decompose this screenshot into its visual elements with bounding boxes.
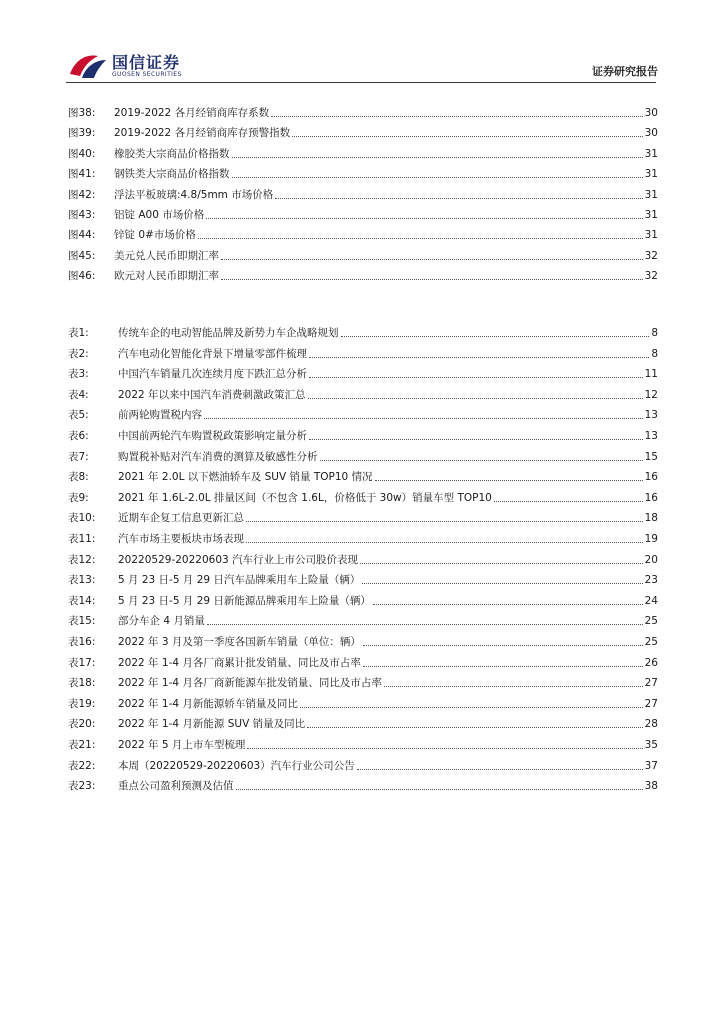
- entry-label: 图39:: [68, 127, 96, 140]
- dot-leader: [341, 335, 650, 337]
- figure-entry[interactable]: [68, 263, 658, 283]
- entry-title: 5 月 23 日-5 月 29 日汽车品牌乘用车上险量（辆）: [118, 574, 361, 587]
- entry-title: 橡胶类大宗商品价格指数: [114, 147, 230, 160]
- entry-page-number: 19: [644, 533, 658, 545]
- entry-label: 表16:: [68, 636, 96, 648]
- entry-title: 铝锭 A00 市场价格: [114, 209, 205, 221]
- entry-title: 传统车企的电动智能品牌及新势力车企战略规划: [118, 327, 339, 339]
- entry-page-number: 38: [644, 780, 658, 793]
- entry-label: 表10:: [68, 512, 96, 525]
- dot-leader: [221, 278, 643, 280]
- entry-title: 汽车电动化智能化背景下增量零部件梳理: [118, 347, 307, 360]
- entry-label: 表7:: [68, 450, 89, 463]
- dot-leader: [362, 582, 642, 584]
- guosen-logo-icon: [68, 52, 108, 80]
- entry-page-number: 32: [644, 270, 658, 283]
- dot-leader: [221, 258, 643, 260]
- figure-entry[interactable]: [68, 161, 658, 181]
- dot-leader: [307, 726, 643, 728]
- entry-page-number: 37: [644, 759, 658, 772]
- table-entry[interactable]: [68, 341, 658, 361]
- entry-label: 表20:: [68, 718, 96, 731]
- figure-entry[interactable]: [68, 100, 658, 120]
- entry-page-number: 12: [644, 388, 658, 401]
- entry-page-number: 11: [644, 368, 658, 381]
- table-entry[interactable]: [68, 753, 658, 773]
- entry-page-number: 28: [644, 718, 658, 731]
- dot-leader: [360, 562, 643, 564]
- entry-title: 中国前两轮汽车购置税政策影响定量分析: [118, 430, 307, 442]
- table-entry[interactable]: [68, 320, 658, 340]
- entry-title: 汽车市场主要板块市场表现: [118, 533, 244, 545]
- entry-label: 表22:: [68, 759, 96, 772]
- table-entry[interactable]: [68, 505, 658, 525]
- entry-title: 2022 年 1-4 月各厂商累计批发销量、同比及市占率: [118, 656, 361, 669]
- entry-label: 表1:: [68, 327, 89, 339]
- entry-page-number: 31: [644, 209, 658, 221]
- table-entry[interactable]: [68, 464, 658, 484]
- dot-leader: [357, 768, 643, 770]
- entry-label: 表5:: [68, 409, 89, 422]
- dot-leader: [363, 665, 643, 667]
- dot-leader: [207, 623, 643, 625]
- table-entry[interactable]: [68, 732, 658, 752]
- entry-label: 表4:: [68, 388, 89, 401]
- figure-entry[interactable]: [68, 141, 658, 161]
- entry-title: 2022 年 5 月上市车型梳理: [118, 739, 246, 751]
- table-entry[interactable]: [68, 382, 658, 402]
- table-entry[interactable]: [68, 588, 658, 608]
- entry-label: 表15:: [68, 615, 96, 628]
- entry-page-number: 13: [644, 430, 658, 442]
- entry-page-number: 31: [644, 229, 658, 242]
- entry-label: 图40:: [68, 147, 96, 160]
- entry-title: 2019-2022 各月经销商库存预警指数: [114, 127, 291, 140]
- entry-title: 欧元对人民币即期汇率: [114, 270, 219, 283]
- entry-title: 2021 年 1.6L-2.0L 排量区间（不包含 1.6L，价格低于 30w）销量车型 TOP10: [118, 491, 492, 504]
- entry-title: 5 月 23 日-5 月 29 日新能源品牌乘用车上险量（辆）: [118, 594, 371, 607]
- table-entry[interactable]: [68, 444, 658, 464]
- entry-title: 重点公司盈利预测及估值: [118, 780, 234, 793]
- entry-title: 钢铁类大宗商品价格指数: [114, 168, 230, 181]
- table-entry[interactable]: [68, 691, 658, 711]
- entry-title: 前两轮购置税内容: [118, 409, 202, 422]
- entry-label: 图38:: [68, 107, 96, 119]
- entry-title: 购置税补贴对汽车消费的测算及敏感性分析: [118, 450, 318, 463]
- dot-leader: [309, 356, 649, 358]
- entry-label: 表21:: [68, 739, 96, 751]
- figure-entry[interactable]: [68, 202, 658, 222]
- dot-leader: [308, 397, 643, 399]
- entry-title: 2022 年以来中国汽车消费刺激政策汇总: [118, 388, 306, 401]
- entry-page-number: 27: [644, 677, 658, 690]
- entry-page-number: 26: [644, 656, 658, 669]
- entry-label: 表6:: [68, 430, 89, 442]
- entry-page-number: 18: [644, 512, 658, 525]
- dot-leader: [292, 135, 643, 137]
- dot-leader: [236, 788, 643, 790]
- entry-label: 表11:: [68, 533, 96, 545]
- entry-page-number: 27: [644, 697, 658, 710]
- table-entry[interactable]: [68, 423, 658, 443]
- entry-title: 2022 年 1-4 月各厂商新能源车批发销量、同比及市占率: [118, 677, 382, 690]
- table-entry[interactable]: [68, 650, 658, 670]
- dot-leader: [375, 479, 643, 481]
- entry-title: 锌锭 0#市场价格: [114, 229, 196, 242]
- table-entry[interactable]: [68, 547, 658, 567]
- table-entry[interactable]: [68, 608, 658, 628]
- entry-title: 20220529-20220603 汽车行业上市公司股价表现: [118, 553, 359, 566]
- table-entry[interactable]: [68, 361, 658, 381]
- guosen-logo: [68, 50, 208, 84]
- table-entry[interactable]: [68, 711, 658, 731]
- entry-page-number: 8: [651, 347, 658, 360]
- dot-leader: [320, 459, 643, 461]
- entry-label: 图42:: [68, 188, 96, 201]
- entry-page-number: 15: [644, 450, 658, 463]
- table-entry[interactable]: [68, 485, 658, 505]
- dot-leader: [309, 438, 643, 440]
- entry-title: 部分车企 4 月销量: [118, 615, 205, 628]
- entry-page-number: 31: [644, 188, 658, 201]
- entry-page-number: 16: [644, 471, 658, 484]
- entry-label: 表23:: [68, 780, 96, 793]
- entry-label: 图41:: [68, 168, 96, 181]
- table-entry[interactable]: [68, 773, 658, 793]
- entry-page-number: 25: [644, 615, 658, 628]
- dot-leader: [363, 644, 643, 646]
- table-entry[interactable]: [68, 629, 658, 649]
- entry-label: 图43:: [68, 209, 96, 221]
- entry-page-number: 30: [644, 107, 658, 119]
- dot-leader: [246, 520, 643, 522]
- logo-chinese-name: 国信证券: [112, 53, 181, 72]
- entry-title: 2019-2022 各月经销商库存系数: [114, 107, 270, 119]
- entry-label: 表3:: [68, 368, 89, 381]
- logo-english-name: GUOSEN SECURITIES: [112, 71, 182, 78]
- dot-leader: [309, 376, 643, 378]
- figure-entry[interactable]: [68, 243, 658, 263]
- entry-page-number: 31: [644, 168, 658, 181]
- entry-page-number: 35: [644, 739, 658, 751]
- report-type-label: 证券研究报告: [592, 65, 658, 78]
- entry-page-number: 23: [644, 574, 658, 587]
- dot-leader: [206, 217, 642, 219]
- table-entry[interactable]: [68, 526, 658, 546]
- entry-label: 表9:: [68, 491, 89, 504]
- entry-page-number: 25: [644, 636, 658, 648]
- entry-page-number: 16: [644, 491, 658, 504]
- entry-page-number: 32: [644, 249, 658, 262]
- figure-entry[interactable]: [68, 182, 658, 202]
- dot-leader: [247, 747, 642, 749]
- page-header: [0, 0, 724, 92]
- dot-leader: [232, 176, 643, 178]
- entry-title: 近期车企复工信息更新汇总: [118, 512, 244, 525]
- entry-title: 本周（20220529-20220603）汽车行业公司公告: [118, 759, 355, 772]
- table-entry[interactable]: [68, 567, 658, 587]
- entry-page-number: 24: [644, 594, 658, 607]
- entry-label: 表8:: [68, 471, 89, 484]
- entry-page-number: 20: [644, 553, 658, 566]
- entry-label: 表13:: [68, 574, 96, 587]
- entry-title: 中国汽车销量几次连续月度下跌汇总分析: [118, 368, 307, 381]
- entry-title: 2021 年 2.0L 以下燃油轿车及 SUV 销量 TOP10 情况: [118, 471, 373, 484]
- entry-label: 图44:: [68, 229, 96, 242]
- entry-title: 2022 年 3 月及第一季度各国新车销量（单位：辆）: [118, 636, 361, 648]
- figure-entry[interactable]: [68, 120, 658, 140]
- entry-title: 美元兑人民币即期汇率: [114, 249, 219, 262]
- figure-entry[interactable]: [68, 222, 658, 242]
- entry-label: 表18:: [68, 677, 96, 690]
- table-entry[interactable]: [68, 670, 658, 690]
- dot-leader: [300, 706, 643, 708]
- entry-title: 2022 年 1-4 月新能源 SUV 销量及同比: [118, 718, 306, 731]
- entry-title: 浮法平板玻璃:4.8/5mm 市场价格: [114, 188, 274, 201]
- entry-title: 2022 年 1-4 月新能源轿车销量及同比: [118, 697, 298, 710]
- entry-page-number: 8: [651, 327, 658, 339]
- dot-leader: [384, 685, 643, 687]
- dot-leader: [271, 115, 643, 117]
- dot-leader: [204, 417, 643, 419]
- entry-page-number: 31: [644, 147, 658, 160]
- entry-label: 表2:: [68, 347, 89, 360]
- dot-leader: [232, 156, 643, 158]
- table-entry[interactable]: [68, 402, 658, 422]
- entry-label: 表14:: [68, 594, 96, 607]
- header-divider: [66, 82, 656, 83]
- entry-page-number: 30: [644, 127, 658, 140]
- entry-label: 图45:: [68, 249, 96, 262]
- dot-leader: [198, 237, 643, 239]
- entry-label: 图46:: [68, 270, 96, 283]
- entry-page-number: 13: [644, 409, 658, 422]
- dot-leader: [275, 197, 642, 199]
- entry-label: 表19:: [68, 697, 96, 710]
- entry-label: 表17:: [68, 656, 96, 669]
- dot-leader: [373, 603, 643, 605]
- dot-leader: [246, 541, 643, 543]
- entry-label: 表12:: [68, 553, 96, 566]
- dot-leader: [494, 500, 643, 502]
